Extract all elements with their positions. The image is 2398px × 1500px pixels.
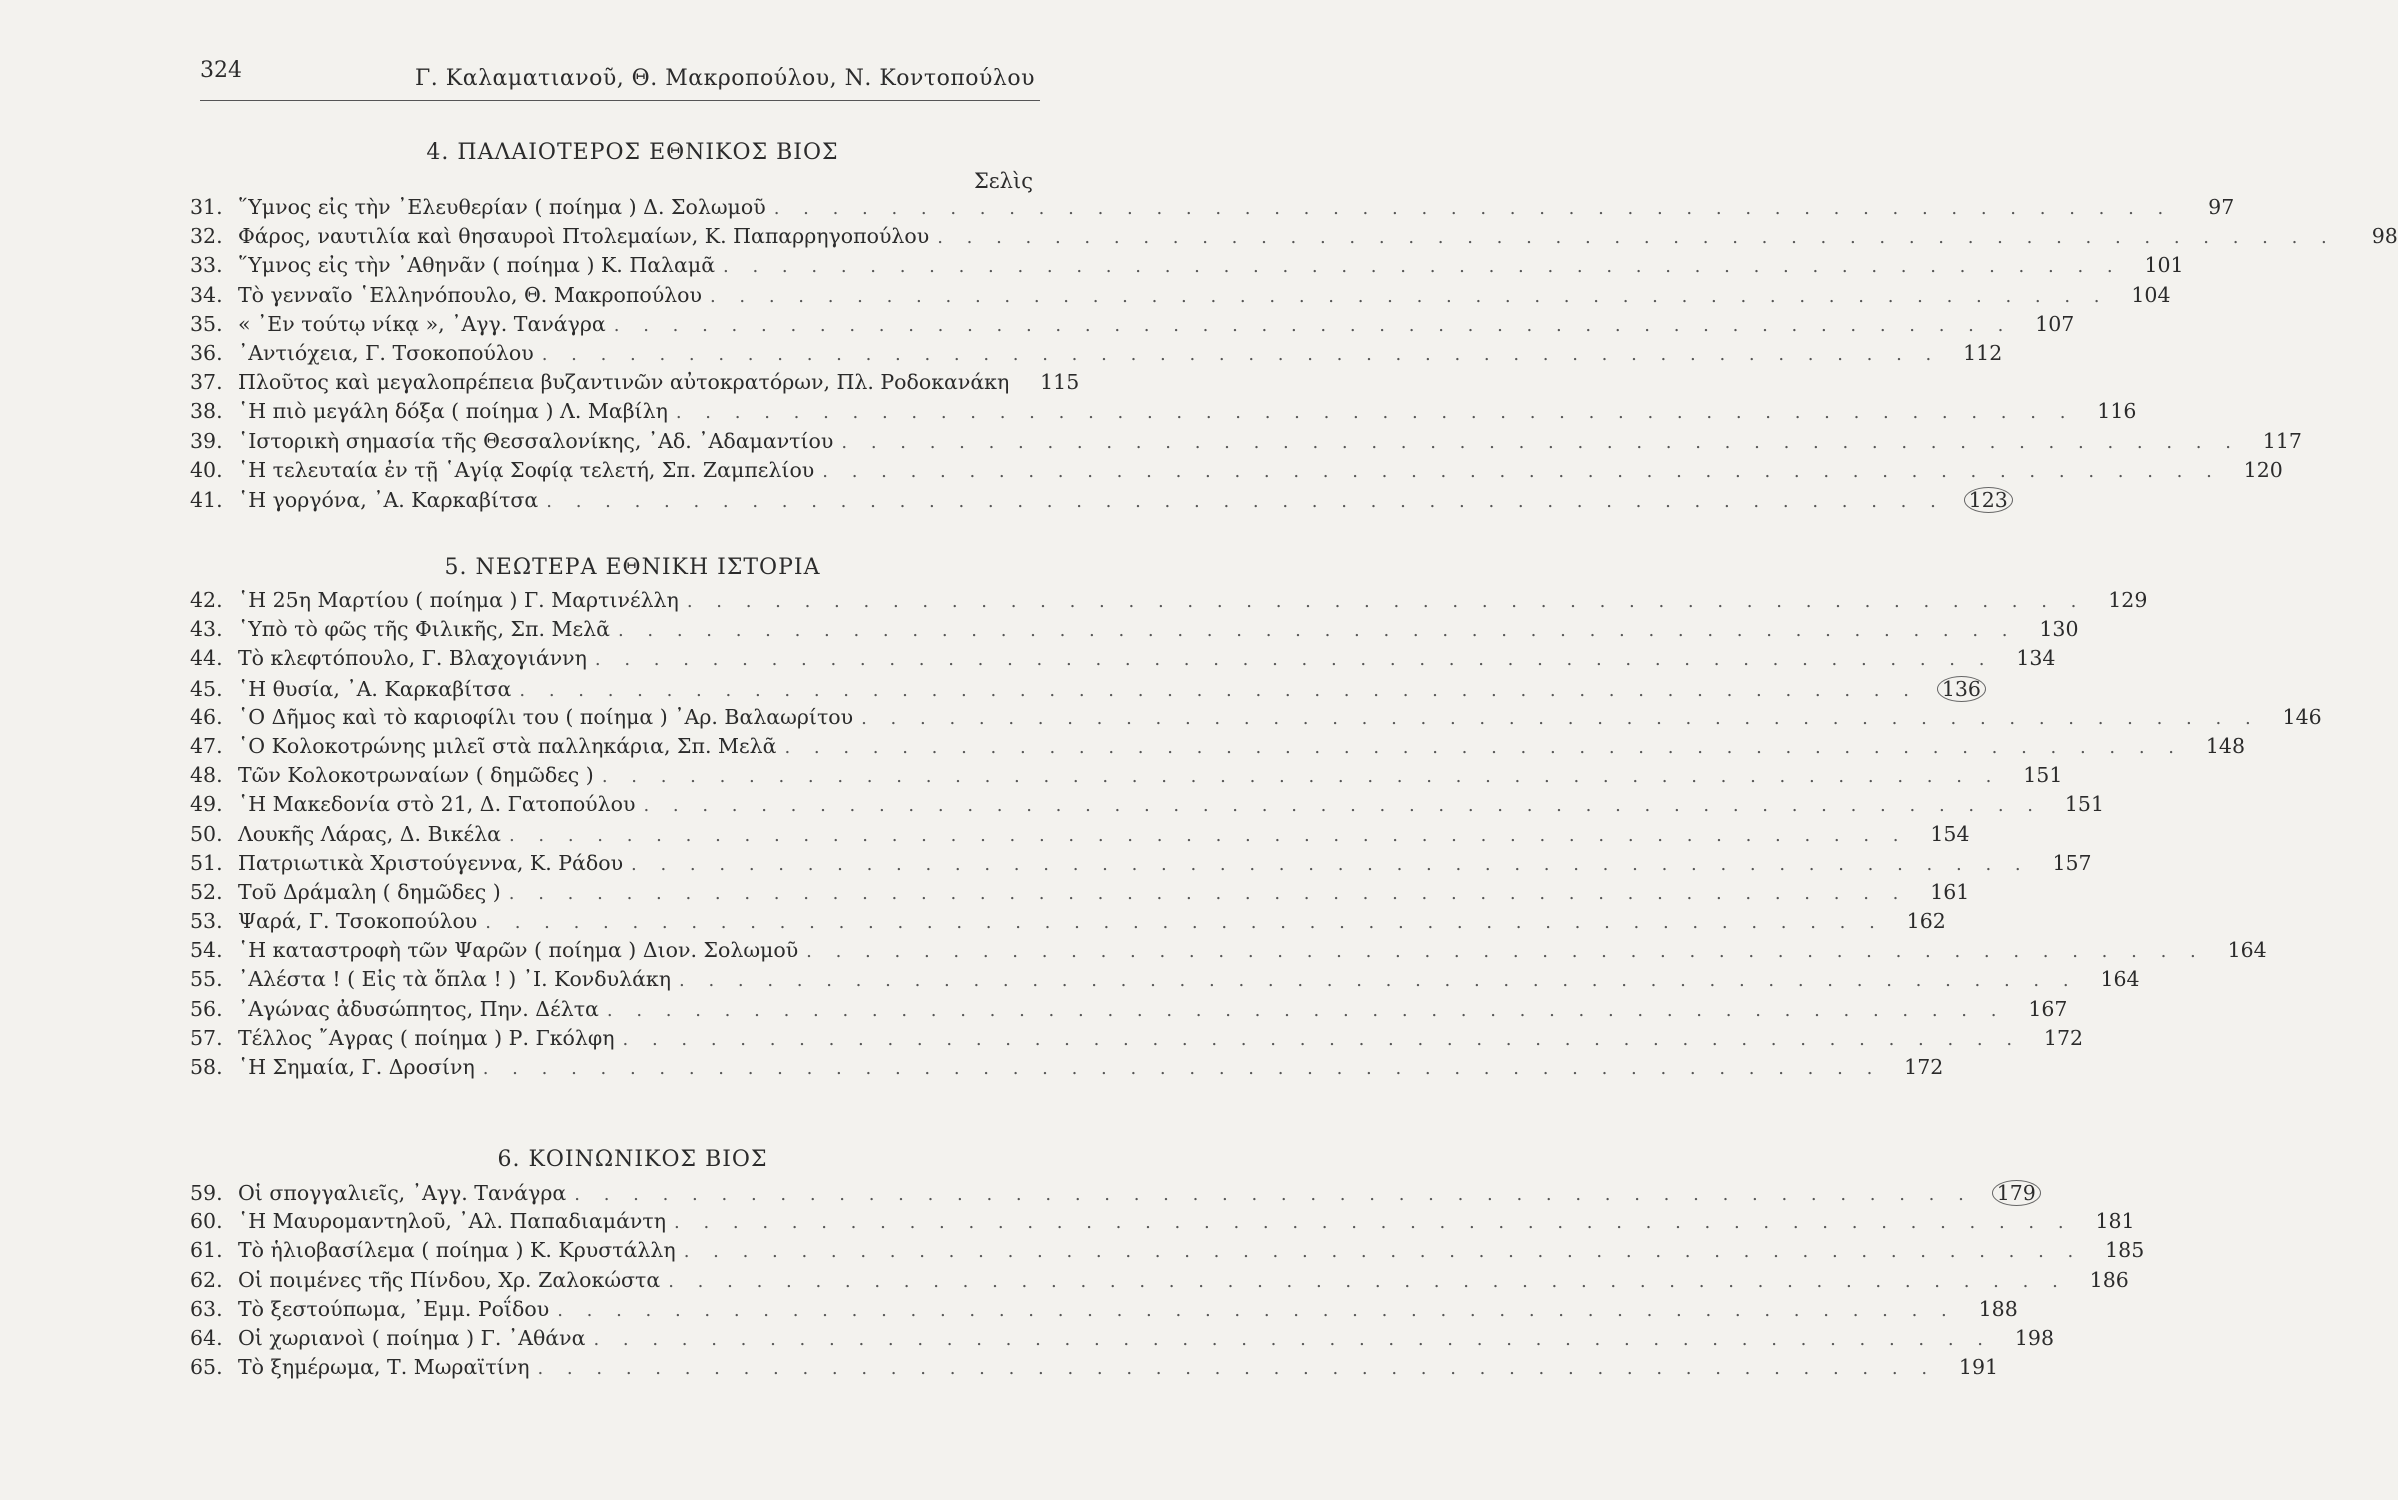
leader-dots: . . . . . . . . . . . . . . . . . . . . . . . . . . . . . . . . . . . . . . . . . . . . . . . . [822, 460, 2221, 482]
leader-dots: . . . . . . . . . . . . . . . . . . . . . . . . . . . . . . . . . . . . . . . . . . . . . . . . [773, 198, 2173, 219]
toc-entry [190, 938, 2267, 967]
leader-dots: . . . . . . . . . . . . . . . . . . . . . . . . . . . . . . . . . . . . . . . . . . . . . . . . [594, 649, 1994, 671]
entry-page [1955, 487, 2007, 513]
leader-dots: . . . . . . . . . . . . . . . . . . . . . . . . . . . . . . . . . . . . . . . . . . . . . . . . [617, 620, 2017, 642]
entry-title: ᾿Αγώνας ἀδυσώπητος, Πην. Δέλτα [238, 996, 599, 1021]
entry-title: ῾Ο Δῆμος καὶ τὸ καριοφίλι του ( ποίημα ) ᾿Αρ. Βαλαωρίτου [238, 704, 854, 729]
leader-dots: . . . . . . . . . . . . . . . . . . . . . . . . . . . . . . . . . . . . . . . . . . . . . . . . [675, 402, 2075, 424]
section-4 [190, 140, 2398, 516]
entry-number: 33. [190, 253, 223, 278]
entry-number: 38. [190, 399, 223, 424]
entry-page: 146 [2282, 704, 2322, 729]
entry-title: Τοῦ Δράμαλη ( δημῶδες ) [238, 879, 501, 904]
entry-page: 164 [2100, 967, 2140, 992]
entry-page: 116 [2097, 399, 2137, 424]
entry-title: ῾Η Σημαία, Γ. Δροσίνη [238, 1055, 475, 1079]
leader-dots: . . . . . . . . . . . . . . . . . . . . . . . . . . . . . . . . . . . . . . . . . . . . . . . . [601, 766, 2001, 788]
leader-dots: . . . . . . . . . . . . . . . . . . . . . . . . . . . . . . . . . . . . . . . . . . . . . . . . [683, 1241, 2083, 1263]
toc-entry [190, 224, 2398, 253]
leader-dots: . . . . . . . . . . . . . . . . . . . . . . . . . . . . . . . . . . . . . . . . . . . . . . . . [537, 1358, 1937, 1380]
toc-entry [190, 850, 2092, 880]
entry-number: 60. [190, 1209, 223, 1234]
entry-number: 62. [190, 1267, 223, 1292]
toc-entry [190, 1055, 1944, 1084]
entry-title: Οἱ ποιμένες τῆς Πίνδου, Χρ. Ζαλοκώστα [238, 1267, 661, 1292]
entry-page: 112 [1963, 340, 2003, 365]
toc-entry [190, 195, 2235, 224]
entry-number: 53. [190, 909, 223, 934]
section-5 [190, 555, 2322, 1084]
leader-dots: . . . . . . . . . . . . . . . . . . . . . . . . . . . . . . . . . . . . . . . . . . . . . . . . [668, 1270, 2067, 1292]
entry-number: 39. [190, 428, 223, 453]
entry-page: 191 [1958, 1355, 1999, 1380]
entry-number: 48. [190, 763, 223, 788]
entry-number: 57. [190, 1025, 223, 1050]
toc-entry [190, 428, 2302, 458]
entry-title: Τῶν Κολοκοτρωναίων ( δημῶδες ) [238, 763, 594, 788]
leader-dots: . . . . . . . . . . . . . . . . . . . . . . . . . . . . . . . . . . . . . . . . . . . . . . . . [574, 1184, 1973, 1205]
entry-number: 54. [190, 938, 223, 963]
header-rule [200, 100, 1040, 101]
leader-dots: . . . . . . . . . . . . . . . . . . . . . . . . . . . . . . . . . . . . . . . . . . . . . . . . [613, 314, 2013, 336]
leader-dots: . . . . . . . . . . . . . . . . . . . . . . . . . . . . . . . . . . . . . . . . . . . . . . . . [723, 256, 2122, 278]
entry-page: 172 [2043, 1025, 2084, 1050]
entry-page: 130 [2039, 617, 2079, 642]
entry-page: 134 [2016, 646, 2056, 671]
entry-number: 49. [190, 792, 223, 817]
entry-number: 45. [190, 676, 223, 701]
toc-entry [190, 1025, 2084, 1055]
leader-dots: . . . . . . . . . . . . . . . . . . . . . . . . . . . . . . . . . . . . . . . . . . . . . . . . [622, 1028, 2022, 1050]
entry-page: 186 [2089, 1267, 2129, 1292]
entry-number: 55. [190, 967, 223, 992]
entry-title: ῾Ιστορικὴ σημασία τῆς Θεσσαλονίκης, ᾿Αδ. ᾿Αδαμαντίου [238, 428, 834, 453]
entry-number: 50. [190, 821, 223, 846]
entry-list [190, 195, 2398, 516]
toc-entry [190, 588, 2148, 617]
entry-number: 64. [190, 1325, 223, 1350]
entry-page: 104 [2131, 282, 2171, 307]
leader-dots: . . . . . . . . . . . . . . . . . . . . . . . . . . . . . . . . . . . . . . . . . . . . . . . . [485, 912, 1884, 934]
entry-number: 43. [190, 617, 223, 642]
entry-title: ῾Η καταστροφὴ τῶν Ψαρῶν ( ποίημα ) Διον. Σολωμοῦ [238, 938, 799, 963]
leader-dots: . . . . . . . . . . . . . . . . . . . . . . . . . . . . . . . . . . . . . . . . . . . . . . . . [806, 941, 2205, 963]
entry-page: 101 [2144, 253, 2184, 278]
entry-title: Τὸ ἡλιοβασίλεμα ( ποίημα ) Κ. Κρυστάλλη [238, 1238, 676, 1263]
entry-number: 40. [190, 457, 223, 482]
entry-title: ῾Υπὸ τὸ φῶς τῆς Φιλικῆς, Σπ. Μελᾶ [238, 617, 610, 642]
entry-page: 98 [2371, 224, 2398, 249]
leader-dots: . . . . . . . . . . . . . . . . . . . . . . . . . . . . . . . . . . . . . . . . . . . . . . . . [519, 679, 1918, 701]
toc-entry [190, 399, 2137, 428]
leader-dots: . . . . . . . . . . . . . . . . . . . . . . . . . . . . . . . . . . . . . . . . . . . . . . . . [784, 736, 2184, 758]
section-title: 4. ΠΑΛΑΙΟΤΕΡΟΣ ΕΘΝΙΚΟΣ ΒΙΟΣ [426, 140, 839, 165]
circled-page-number: 179 [1992, 1180, 2041, 1206]
toc-entry [190, 733, 2246, 763]
entry-page: 129 [2108, 588, 2148, 612]
toc-entry [190, 282, 2171, 312]
entry-number: 51. [190, 850, 223, 875]
circled-page-number: 123 [1964, 487, 2013, 513]
leader-dots: . . . . . . . . . . . . . . . . . . . . . . . . . . . . . . . . . . . . . . . . . . . . . . . . [709, 285, 2109, 307]
toc-entry [190, 1209, 2135, 1238]
page-header [200, 58, 1035, 98]
entry-page: 107 [2035, 311, 2075, 336]
toc-entry [190, 792, 2104, 821]
entry-page [1928, 676, 1980, 702]
entry-number: 32. [190, 224, 223, 249]
entry-title: ᾿Αλέστα ! ( Εἰς τὰ ὅπλα ! ) ᾿Ι. Κονδυλάκη [238, 967, 672, 992]
entry-list [190, 1180, 2145, 1384]
leader-dots: . . . . . . . . . . . . . . . . . . . . . . . . . . . . . . . . . . . . . . . . . . . . . . . . [482, 1058, 1882, 1079]
entry-title: Τὸ ξεστούπωμα, ᾿Εμμ. Ροΐδου [238, 1296, 550, 1321]
toc-entry [190, 996, 2068, 1026]
toc-entry [190, 1180, 2036, 1209]
entry-number: 65. [190, 1355, 223, 1380]
entry-title: Τὸ γενναῖο ῾Ελληνόπουλο, Θ. Μακροπούλου [238, 282, 702, 307]
toc-entry [190, 1267, 2129, 1297]
entry-page: 157 [2052, 850, 2092, 875]
section-title: 5. ΝΕΩΤΕΡΑ ΕΘΝΙΚΗ ΙΣΤΟΡΙΑ [444, 555, 821, 580]
entry-title: Τέλλος ῎Αγρας ( ποίημα ) Ρ. Γκόλφη [238, 1025, 615, 1050]
entry-title: ῾Η πιὸ μεγάλη δόξα ( ποίημα ) Λ. Μαβίλη [238, 399, 668, 424]
toc-entry [190, 311, 2075, 341]
entry-number: 63. [190, 1296, 223, 1321]
entry-title: ῾Ο Κολοκοτρώνης μιλεῖ στὰ παλληκάρια, Σπ. Μελᾶ [238, 733, 777, 758]
leader-dots: . . . . . . . . . . . . . . . . . . . . . . . . . . . . . . . . . . . . . . . . . . . . . . . . [643, 795, 2042, 817]
entry-title: ῾Η Μαυρομαντηλοῦ, ᾿Αλ. Παπαδιαμάντη [238, 1209, 667, 1234]
entry-page: 115 [1040, 370, 1080, 395]
entry-page: 161 [1930, 879, 1970, 904]
page-number: 324 [200, 58, 242, 83]
toc-entry [190, 646, 2056, 675]
leader-dots: . . . . . . . . . . . . . . . . . . . . . . . . . . . . . . . . . . . . . . . . . . . . . . . . [606, 999, 2006, 1021]
toc-entry [190, 370, 1080, 399]
running-title: Γ. Καλαματιανοῦ, Θ. Μακροπούλου, Ν. Κοντοπούλου [415, 66, 1035, 91]
entry-page: 198 [2014, 1325, 2055, 1350]
toc-entry [190, 704, 2322, 734]
entry-page: 148 [2205, 733, 2246, 758]
entry-number: 46. [190, 704, 223, 729]
entry-title: « ᾿Εν τούτῳ νίκᾳ », ᾿Αγγ. Τανάγρα [238, 311, 606, 336]
leader-dots: . . . . . . . . . . . . . . . . . . . . . . . . . . . . . . . . . . . . . . . . . . . . . . . . [841, 431, 2240, 453]
entry-title: ῾Η 25η Μαρτίου ( ποίημα ) Γ. Μαρτινέλλη [238, 588, 679, 612]
toc-entry [190, 617, 2079, 646]
toc-entry [190, 340, 2003, 370]
leader-dots: . . . . . . . . . . . . . . . . . . . . . . . . . . . . . . . . . . . . . . . . . . . . . . . . [861, 707, 2260, 729]
entry-page: 97 [2208, 195, 2235, 219]
entry-number: 58. [190, 1055, 223, 1079]
entry-number: 36. [190, 340, 223, 365]
toc-entry [190, 821, 1970, 851]
entry-page: 167 [2028, 996, 2068, 1021]
entry-page: 181 [2095, 1209, 2135, 1234]
entry-number: 56. [190, 996, 223, 1021]
entry-title: ῞Υμνος εἰς τὴν ᾿Ελευθερίαν ( ποίημα ) Δ. Σολωμοῦ [238, 195, 766, 219]
leader-dots: . . . . . . . . . . . . . . . . . . . . . . . . . . . . . . . . . . . . . . . . . . . . . . . . [508, 824, 1908, 846]
entry-page: 172 [1904, 1055, 1944, 1079]
toc-entry [190, 763, 2063, 792]
toc-entry [190, 487, 2008, 516]
entry-page: 185 [2105, 1238, 2145, 1263]
circled-page-number: 136 [1937, 676, 1986, 702]
leader-dots: . . . . . . . . . . . . . . . . . . . . . . . . . . . . . . . . . . . . . . . . . . . . . . . . [546, 490, 1945, 512]
entry-page: 154 [1930, 821, 1970, 846]
entry-title: Τὸ ξημέρωμα, Τ. Μωραϊτίνη [238, 1355, 530, 1380]
entry-number: 61. [190, 1238, 223, 1263]
toc-entry [190, 1238, 2145, 1267]
entry-page: 151 [2064, 792, 2104, 817]
entry-number: 35. [190, 311, 223, 336]
entry-title: Οἱ σπογγαλιεῖς, ᾿Αγγ. Τανάγρα [238, 1181, 567, 1205]
entry-page: 188 [1978, 1296, 2018, 1321]
entry-number: 42. [190, 588, 223, 612]
entry-number: 47. [190, 733, 223, 758]
toc-entry [190, 1355, 1999, 1384]
entry-number: 34. [190, 282, 223, 307]
page-column-label: Σελὶς [973, 169, 1033, 193]
toc-entry [190, 253, 2184, 282]
toc-entry [190, 457, 2283, 487]
entry-title: Ψαρά, Γ. Τσοκοπούλου [238, 909, 478, 934]
entry-title: Τὸ κλεφτόπουλο, Γ. Βλαχογιάννη [238, 646, 587, 671]
entry-page: 151 [2023, 763, 2063, 788]
leader-dots: . . . . . . . . . . . . . . . . . . . . . . . . . . . . . . . . . . . . . . . . . . . . . . . . [674, 1212, 2073, 1234]
entry-title: Λουκῆς Λάρας, Δ. Βικέλα [238, 821, 501, 846]
entry-list [190, 588, 2322, 1084]
leader-dots: . . . . . . . . . . . . . . . . . . . . . . . . . . . . . . . . . . . . . . . . . . . . . . . . [593, 1328, 1993, 1350]
entry-title: Φάρος, ναυτιλία καὶ θησαυροὶ Πτολεμαίων, Κ. Παπαρρηγοπούλου [238, 224, 930, 249]
entry-page: 164 [2227, 938, 2267, 963]
entry-title: ῾Η θυσία, ᾿Α. Καρκαβίτσα [238, 676, 512, 701]
entry-page: 117 [2262, 428, 2302, 453]
leader-dots: . . . . . . . . . . . . . . . . . . . . . . . . . . . . . . . . . . . . . . . . . . . . . . . . [631, 853, 2030, 875]
leader-dots: . . . . . . . . . . . . . . . . . . . . . . . . . . . . . . . . . . . . . . . . . . . . . . . . [937, 227, 2336, 249]
section-6 [190, 1147, 2145, 1384]
leader-dots: . . . . . . . . . . . . . . . . . . . . . . . . . . . . . . . . . . . . . . . . . . . . . . . . [557, 1299, 1956, 1321]
entry-page: 120 [2243, 457, 2283, 482]
entry-title: Πατριωτικὰ Χριστούγεννα, Κ. Ράδου [238, 850, 624, 875]
entry-page [1983, 1180, 2035, 1206]
toc-entry [190, 909, 1946, 938]
leader-dots: . . . . . . . . . . . . . . . . . . . . . . . . . . . . . . . . . . . . . . . . . . . . . . . . [679, 970, 2078, 992]
section-title: 6. ΚΟΙΝΩΝΙΚΟΣ ΒΙΟΣ [497, 1147, 768, 1172]
toc-entry [190, 1296, 2018, 1326]
entry-number: 31. [190, 195, 223, 219]
toc-entry [190, 879, 1970, 909]
entry-number: 41. [190, 487, 223, 512]
entry-number: 44. [190, 646, 223, 671]
toc-entry [190, 967, 2140, 996]
entry-title: ῾Η τελευταία ἐν τῇ ῾Αγίᾳ Σοφίᾳ τελετή, Σπ. Ζαμπελίου [238, 457, 815, 482]
entry-number: 52. [190, 879, 223, 904]
leader-dots: . . . . . . . . . . . . . . . . . . . . . . . . . . . . . . . . . . . . . . . . . . . . . . . . [686, 591, 2086, 612]
entry-title: ῾Η Μακεδονία στὸ 21, Δ. Γατοπούλου [238, 792, 636, 817]
entry-number: 59. [190, 1181, 223, 1205]
entry-number: 37. [190, 370, 223, 395]
entry-title: Πλοῦτος καὶ μεγαλοπρέπεια βυζαντινῶν αὐτοκρατόρων, Πλ. Ροδοκανάκη [238, 370, 1010, 395]
leader-dots: . . . . . . . . . . . . . . . . . . . . . . . . . . . . . . . . . . . . . . . . . . . . . . . . [508, 882, 1908, 904]
entry-page: 162 [1906, 909, 1946, 934]
entry-title: ῾Η γοργόνα, ᾿Α. Καρκαβίτσα [238, 487, 539, 512]
toc-entry [190, 676, 1981, 705]
entry-title: Οἱ χωριανοὶ ( ποίημα ) Γ. ᾿Αθάνα [238, 1325, 586, 1350]
toc-entry [190, 1325, 2055, 1355]
leader-dots: . . . . . . . . . . . . . . . . . . . . . . . . . . . . . . . . . . . . . . . . . . . . . . . . [541, 343, 1941, 365]
entry-title: ᾿Αντιόχεια, Γ. Τσοκοπούλου [238, 340, 534, 365]
entry-title: ῞Υμνος εἰς τὴν ᾿Αθηνᾶν ( ποίημα ) Κ. Παλαμᾶ [238, 253, 716, 278]
